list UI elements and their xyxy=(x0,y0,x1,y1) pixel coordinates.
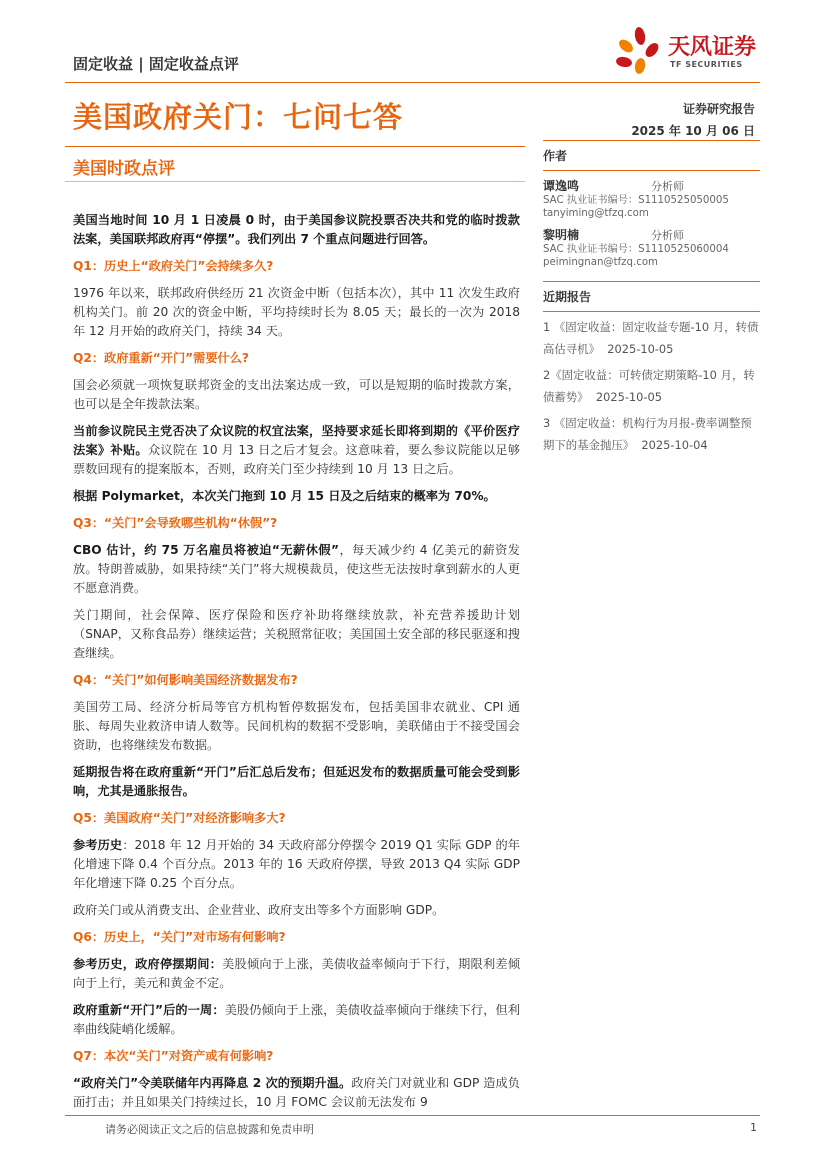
footer-disclaimer: 请务必阅读正文之后的信息披露和免责申明 xyxy=(105,1123,314,1136)
paragraph: 根据 Polymarket，本次关门拖到 10 月 15 日及之后结束的概率为 70%。 xyxy=(73,489,496,503)
author-email[interactable]: peimingnan@tfzq.com xyxy=(543,257,658,268)
recent-reports-heading: 近期报告 xyxy=(543,290,592,304)
paragraph xyxy=(73,955,520,993)
question-heading-5: Q5：美国政府“关门”对经济影响多大? xyxy=(73,811,286,825)
author-role: 分析师 xyxy=(651,180,684,193)
report-date: 2025 年 10 月 06 日 xyxy=(631,124,755,138)
question-heading-1: Q1：历史上“政府关门”会持续多久? xyxy=(73,259,274,273)
paragraph-lead: 参考历史，政府停摆期间： xyxy=(73,957,223,971)
recent-report-item[interactable] xyxy=(543,316,760,360)
paragraph-text: 美股仍倾向于上涨，美债收益率倾向于继续下行，但利率曲线陡峭化缓解。 xyxy=(73,1003,521,1036)
paragraph-lead: “政府关门”令美联储年内再降息 2 次的预期升温。 xyxy=(73,1076,352,1090)
question-heading-6: Q6：历史上，“关门”对市场有何影响? xyxy=(73,930,286,944)
header-divider xyxy=(65,82,760,83)
sidebar xyxy=(543,140,760,458)
report-title: 美国政府关门：七问七答 xyxy=(73,100,404,134)
recent-report-title: 1 《固定收益：固定收益专题-10 月，转债高估寻机》 xyxy=(543,320,759,356)
author-role: 分析师 xyxy=(651,229,684,242)
question-heading-2: Q2：政府重新“开门”需要什么? xyxy=(73,351,249,365)
recent-report-item[interactable] xyxy=(543,364,760,408)
paragraph-text: ，每天减少约 4 亿美元的薪资发放。特朗普威胁，如果持续“关门”将大规模裁员，使这些无法按时拿到薪水的人更不愿意消费。 xyxy=(73,543,520,595)
paragraph-text: 政府关门对就业和 GDP 造成负面打击；并且如果关门持续过长，10 月 FOMC 会议前无法发布 9 xyxy=(73,1076,520,1109)
logo-emblem-icon xyxy=(610,22,670,78)
breadcrumb: 固定收益 | 固定收益点评 xyxy=(73,55,239,73)
author-email[interactable]: tanyiming@tfzq.com xyxy=(543,208,649,219)
paragraph: 国会必须就一项恢复联邦资金的支出法案达成一致，可以是短期的临时拨款方案，也可以是全年拨款法案。 xyxy=(73,378,520,411)
question-heading-7: Q7：本次“关门”对资产或有何影响? xyxy=(73,1049,274,1063)
logo-subtext: TF SECURITIES xyxy=(670,60,743,69)
page-number: 1 xyxy=(750,1121,757,1134)
sidebar-divider xyxy=(543,311,760,312)
paragraph-text: ：2018 年 12 月开始的 34 天政府部分停摆令 2019 Q1 实际 GDP 的年化增速下降 0.4 个百分点。2013 年的 16 天政府停摆，导致 2013 Q4 实际 GDP 年化增速下降 0.25 个百分点。 xyxy=(73,838,520,890)
paragraph-lead: CBO 估计，约 75 万名雇员将被迫“无薪休假” xyxy=(73,543,340,557)
paragraph xyxy=(73,1074,520,1112)
author-name: 谭逸鸣 xyxy=(543,179,580,193)
sidebar-divider xyxy=(543,281,760,282)
recent-report-date: 2025-10-05 xyxy=(595,390,663,404)
title-divider xyxy=(65,146,525,147)
recent-report-item[interactable] xyxy=(543,412,760,456)
recent-report-title: 2《固定收益：可转债定期策略-10 月，转债蓄势》 xyxy=(543,368,755,404)
recent-report-date: 2025-10-04 xyxy=(641,438,708,452)
paragraph-lead: 当前参议院民主党否决了众议院的权宜法案，坚持要求延长即将到期的《平价医疗法案》补贴。 xyxy=(73,424,520,457)
paragraph: 延期报告将在政府重新“开门”后汇总后发布；但延迟发布的数据质量可能会受到影响，尤其是通胀报告。 xyxy=(73,765,520,798)
report-body xyxy=(73,211,520,1120)
paragraph-lead: 参考历史 xyxy=(73,838,123,852)
footer-divider xyxy=(65,1115,760,1116)
recent-report-date: 2025-10-05 xyxy=(607,342,674,356)
paragraph-text: 美股倾向于上涨，美债收益率倾向于下行，期限利差倾向于上行，美元和黄金不定。 xyxy=(73,957,521,990)
report-subtitle: 美国时政点评 xyxy=(73,159,175,179)
paragraph: 关门期间，社会保障、医疗保险和医疗补助将继续放款，补充营养援助计划（SNAP，又称食品券）继续运营；关税照常征收；美国国土安全部的移民驱逐和搜查继续。 xyxy=(73,608,520,660)
paragraph xyxy=(73,422,520,479)
paragraph xyxy=(73,541,520,598)
paragraph xyxy=(73,836,520,893)
paragraph xyxy=(73,1001,520,1039)
sidebar-divider xyxy=(543,170,760,171)
intro-paragraph: 美国当地时间 10 月 1 日凌晨 0 时，由于美国参议院投票否决共和党的临时拨款法案，美国联邦政府再“停摆”。我们列出 7 个重点问题进行回答。 xyxy=(73,213,520,246)
author-name: 黎明楠 xyxy=(543,228,580,242)
sidebar-divider xyxy=(543,140,760,141)
question-heading-3: Q3：“关门”会导致哪些机构“休假”? xyxy=(73,516,278,530)
report-type: 证券研究报告 xyxy=(682,102,755,116)
question-heading-4: Q4：“关门”如何影响美国经济数据发布? xyxy=(73,673,298,687)
subtitle-divider xyxy=(65,181,525,182)
author-card xyxy=(543,226,760,269)
recent-report-title: 3 《固定收益：机构行为月报-费率调整预期下的基金抛压》 xyxy=(543,416,752,452)
paragraph: 美国劳工局、经济分析局等官方机构暂停数据发布，包括美国非农就业、CPI 通胀、每周失业救济申请人数等。民间机构的数据不受影响，美联储由于不接受国会资助，也将继续发布数据。 xyxy=(73,700,520,752)
author-cert: SAC 执业证书编号：S1110525060004 xyxy=(543,244,729,255)
paragraph-lead: 政府重新“开门”后的一周： xyxy=(73,1003,225,1017)
paragraph-text: 众议院在 10 月 13 日之后才复会。这意味着，要么参议院能以足够票数回现有的提案版本，否则，政府关门至少持续到 10 月 13 日之后。 xyxy=(73,443,521,476)
logo-wordmark: 天风证券 xyxy=(668,35,757,60)
author-card xyxy=(543,177,760,220)
author-cert: SAC 执业证书编号：S1110525050005 xyxy=(543,195,729,206)
authors-heading: 作者 xyxy=(543,149,568,163)
company-logo xyxy=(610,22,760,78)
paragraph: 政府关门或从消费支出、企业营业、政府支出等多个方面影响 GDP。 xyxy=(73,903,445,917)
paragraph: 1976 年以来，联邦政府供经历 21 次资金中断（包括本次），其中 11 次发生政府机构关门。前 20 次的资金中断，平均持续时长为 8.05 天；最长的一次为 2018 年 12 月开始的政府关门，持续 34 天。 xyxy=(73,286,520,338)
